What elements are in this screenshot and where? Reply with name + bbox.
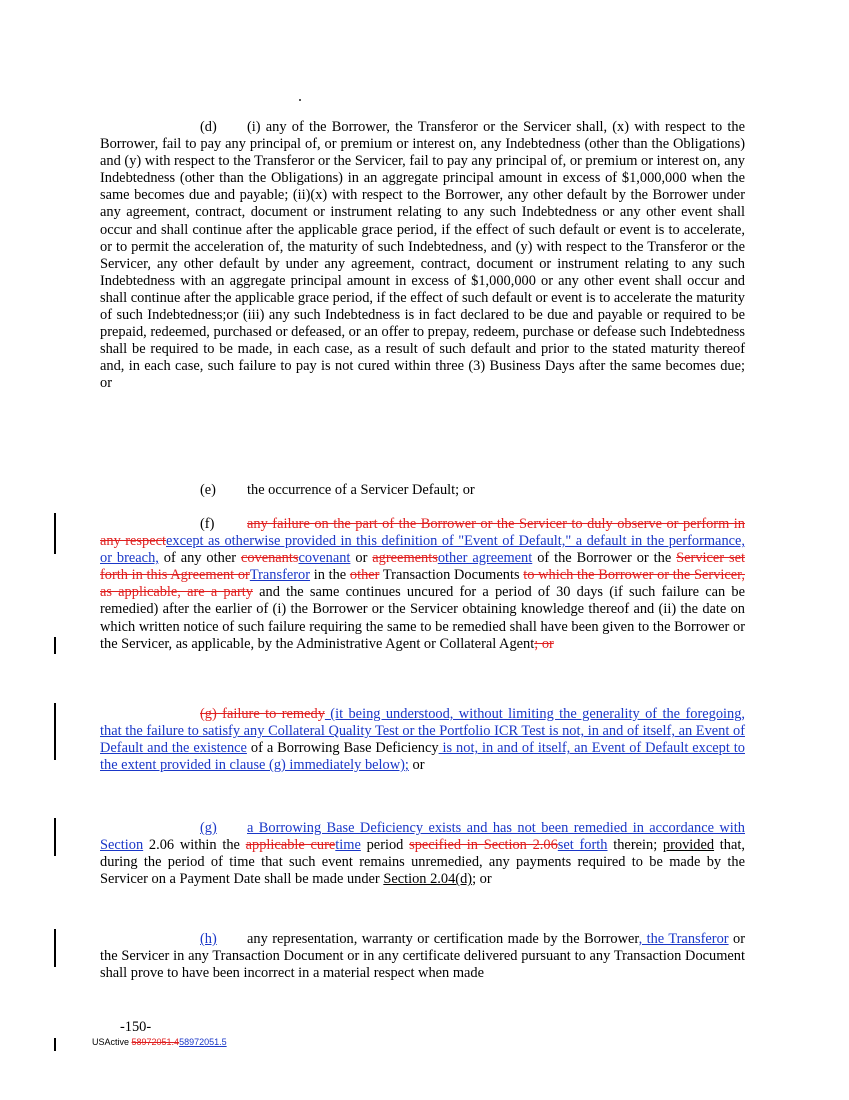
inserted-text: is not, in and of itself, an Event of Default except to the extent provided in clause (g) immediately below) [100, 740, 745, 774]
document-id-footer [92, 1037, 227, 1047]
inserted-doc-id: 58972051.5 [179, 1037, 227, 1047]
clause-text: and the same continues uncured for a period of 30 days (if such failure can be remedied) after the earlier of (i) the Borrower or the Servicer obtaining knowledge thereof and (ii) the date on which written notice of such failure requiring the same to be remedied shall have been given to the Borrower or the Servicer, as applicable, by the Administrative Agent or Collateral Agent [100, 584, 745, 652]
inserted-text: set forth [557, 837, 608, 854]
clause-h [100, 931, 745, 982]
change-bar [54, 1038, 56, 1051]
underlined-term: provided [662, 837, 715, 854]
inserted-text: a Borrowing Base Deficiency exists and has not been remedied in accordance with Section [100, 820, 745, 854]
deleted-text: Servicer set forth in this Agreement or [100, 550, 746, 584]
clause-text: or [408, 757, 425, 774]
clause-text: of [246, 740, 263, 757]
inserted-text: except as otherwise provided in this definition of "Event of Default," a default in the performance, or breach, [100, 533, 746, 567]
page-mark [299, 99, 301, 101]
change-bar [54, 513, 56, 554]
clause-text: that, during the period of time that such event remains unremedied, any payments required to be made by the Servicer on a Payment Date shall be made under [100, 837, 745, 888]
inserted-text: , the Transferor [638, 931, 729, 947]
clause-text: any representation, warranty or certification made by the Borrower [247, 931, 639, 947]
inserted-text: time [335, 837, 361, 854]
change-bar [54, 818, 56, 856]
page-number: -150- [120, 1019, 152, 1035]
clause-text: (i) any of the Borrower, the Transferor or the Servicer shall, (x) with respect to the Borrower, fail to pay any principal of, or premium or interest on, any Indebtedness (other than the Obligations) and (y) with respect to the Transferor or the Servicer, fail to pay any principal of, or premium or interest on, any Indebtedness (other than the Obligations) in an aggregate principal amount in excess of $1,000,000 when the same becomes due and payable; (ii)(x) with respect to the Borrower, any other default by the Borrower under any agreement, contract, document or instrument relating to any such Indebtedness or any other event shall occur and shall continue after the applicable grace period, if the effect of such default or event is to accelerate, or to permit the acceleration of, the maturity of such Indebtedness, and (y) with respect to the Transferor or the Servicer, any other default by under any agreement, contract, document or instrument relating to any such Indebtedness with an aggregate principal amount in excess of $1,000,000 or any other event shall occur and shall continue after the applicable grace period, if the effect of such default or event is to accelerate the maturity of such Indebtedness;or (iii) any such Indebtedness is in fact declared to be due and payable or required to be prepaid, redeemed, purchased or defeased, or an offer to prepay, redeem, purchase or defease such Indebtedness shall be required to be made, in each case, as a result of such default and prior to the stated maturity thereof and, in each case, such failure to pay is not cured within three (3) Business Days after the same becomes due; or [100, 119, 745, 392]
clause-d [100, 119, 745, 393]
clause-g [100, 820, 745, 888]
clause-text: of the Borrower or the [532, 550, 677, 567]
clause-text: a Borrowing Base Deficiency [262, 740, 439, 757]
clause-text: Transaction Documents [379, 567, 524, 584]
deleted-text: (g) failure to remedy [200, 706, 325, 722]
clause-text: 2.06 within the [143, 837, 246, 854]
clause-text: the occurrence of a Servicer Default; or [247, 482, 475, 498]
inserted-text: Transferor [249, 567, 311, 584]
change-bar [54, 929, 56, 967]
deleted-text: specified in Section 2.06 [409, 837, 558, 854]
clause-label: (f) [200, 516, 215, 532]
clause-label: (e) [200, 482, 216, 498]
deleted-text: applicable cure [245, 837, 336, 854]
inserted-text: covenant [298, 550, 351, 567]
clause-label: (h) [200, 931, 217, 947]
deleted-doc-id: 58972051.4 [131, 1037, 180, 1047]
clause-f [100, 516, 745, 653]
clause-text: therein; [607, 837, 663, 854]
deleted-text: agreements [372, 550, 438, 567]
deleted-text: other [349, 567, 380, 584]
deleted-text: to which the Borrower or the Servicer, as applicable, are a party [100, 567, 745, 601]
clause-text: ; or [472, 871, 492, 888]
clause-text: in the [310, 567, 350, 584]
clause-text: or [350, 550, 373, 567]
clause-text: or the Servicer in any Transaction Document or in any certificate delivered pursuant to any Transaction Document shall prove to have been incorrect in a material respect when made [100, 931, 745, 982]
deleted-text: ; or [534, 635, 554, 652]
inserted-text: other agreement [437, 550, 533, 567]
change-bar [54, 703, 56, 760]
clause-text: period [360, 837, 410, 854]
inserted-text: (it being understood, without limiting the generality of the foregoing, that the failure to satisfy any Collateral Quality Test or the Portfolio ICR Test is not, in and of itself, an Event of Default and the existence [100, 706, 746, 757]
deleted-text: covenants [240, 550, 299, 567]
footer-prefix: USActive [92, 1037, 132, 1047]
clause-g-former [100, 706, 745, 774]
clause-text: of any other [158, 550, 241, 567]
change-bar [54, 637, 56, 654]
clause-label: (g) [200, 820, 217, 836]
section-reference: Section 2.04(d) [383, 871, 473, 888]
clause-label: (d) [200, 119, 217, 135]
deleted-text: any failure on the part of the Borrower or the Servicer to duly observe or perform in any respect [100, 516, 745, 550]
clause-e [100, 482, 745, 499]
inserted-text: ; [404, 757, 409, 774]
